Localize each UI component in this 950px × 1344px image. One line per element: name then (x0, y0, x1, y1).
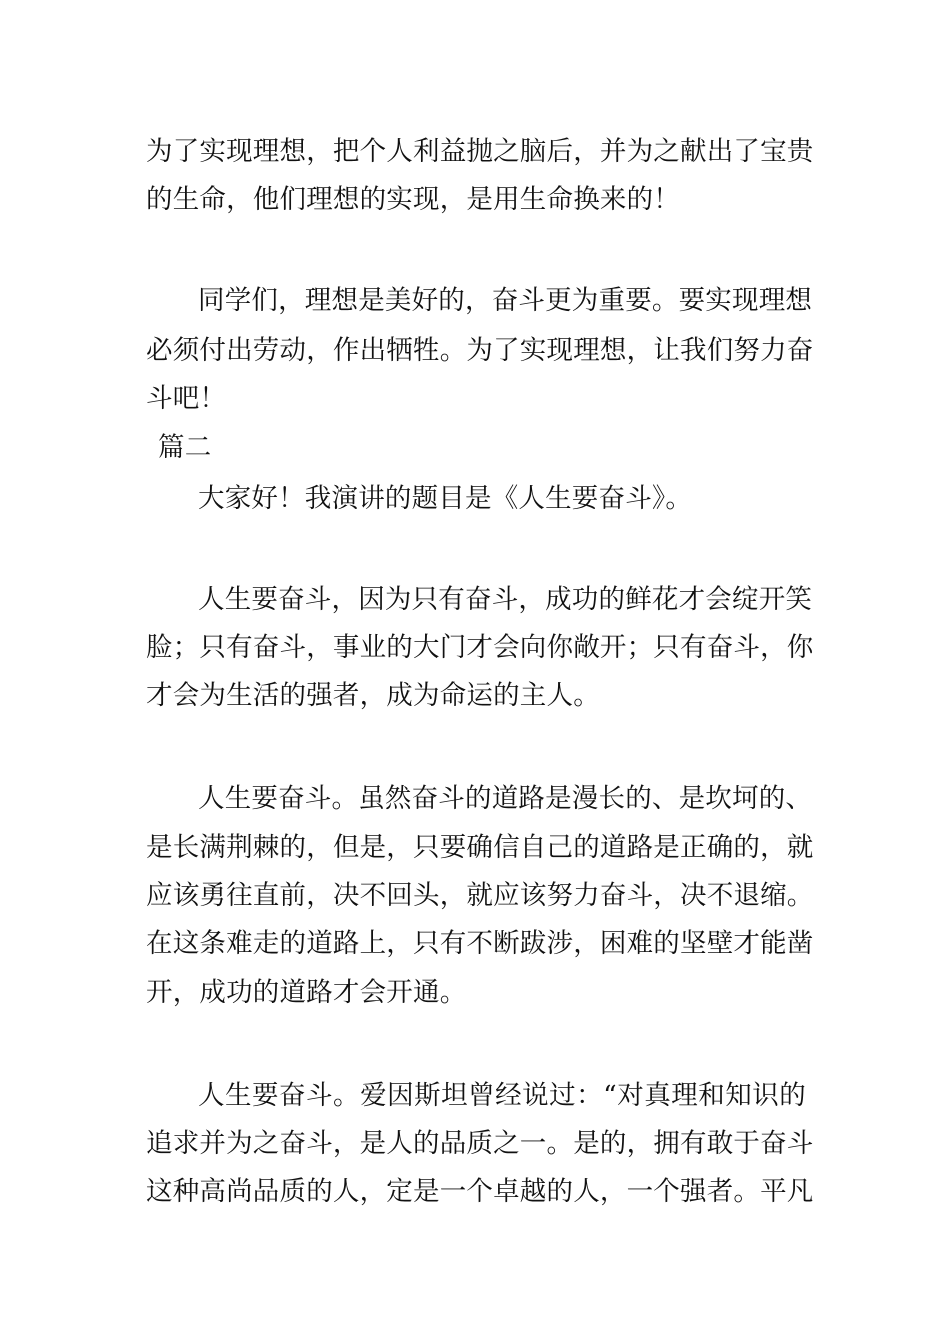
text-line: 人生要奋斗。爱因斯坦曾经说过：“对真理和知识的 (198, 1080, 806, 1111)
section-heading: 篇二 (158, 432, 212, 463)
text-line: 是长满荆棘的，但是，只要确信自己的道路是正确的，就 (146, 832, 814, 863)
text-line: 这种高尚品质的人，定是一个卓越的人，一个强者。平凡 (146, 1176, 814, 1207)
text-line: 人生要奋斗，因为只有奋斗，成功的鲜花才会绽开笑 (198, 584, 813, 615)
text-line: 应该勇往直前，决不回头，就应该努力奋斗，决不退缩。 (146, 880, 814, 911)
text-line: 在这条难走的道路上，只有不断跋涉，困难的坚壁才能凿 (146, 928, 814, 959)
text-line: 的生命，他们理想的实现，是用生命换来的！ (146, 184, 680, 215)
text-line: 为了实现理想，把个人利益抛之脑后，并为之献出了宝贵 (146, 136, 814, 167)
text-line: 必须付出劳动，作出牺牲。为了实现理想，让我们努力奋 (146, 335, 814, 366)
text-line: 大家好！我演讲的题目是《人生要奋斗》。 (198, 483, 693, 514)
text-line: 开，成功的道路才会开通。 (146, 977, 467, 1008)
text-line: 人生要奋斗。虽然奋斗的道路是漫长的、是坎坷的、 (198, 783, 813, 814)
text-line: 斗吧！ (146, 383, 227, 414)
text-line: 才会为生活的强者，成为命运的主人。 (146, 680, 600, 711)
text-line: 同学们，理想是美好的，奋斗更为重要。要实现理想 (198, 285, 813, 316)
text-line: 脸；只有奋斗，事业的大门才会向你敞开；只有奋斗，你 (146, 632, 814, 663)
text-line: 追求并为之奋斗，是人的品质之一。是的，拥有敢于奋斗 (146, 1128, 814, 1159)
